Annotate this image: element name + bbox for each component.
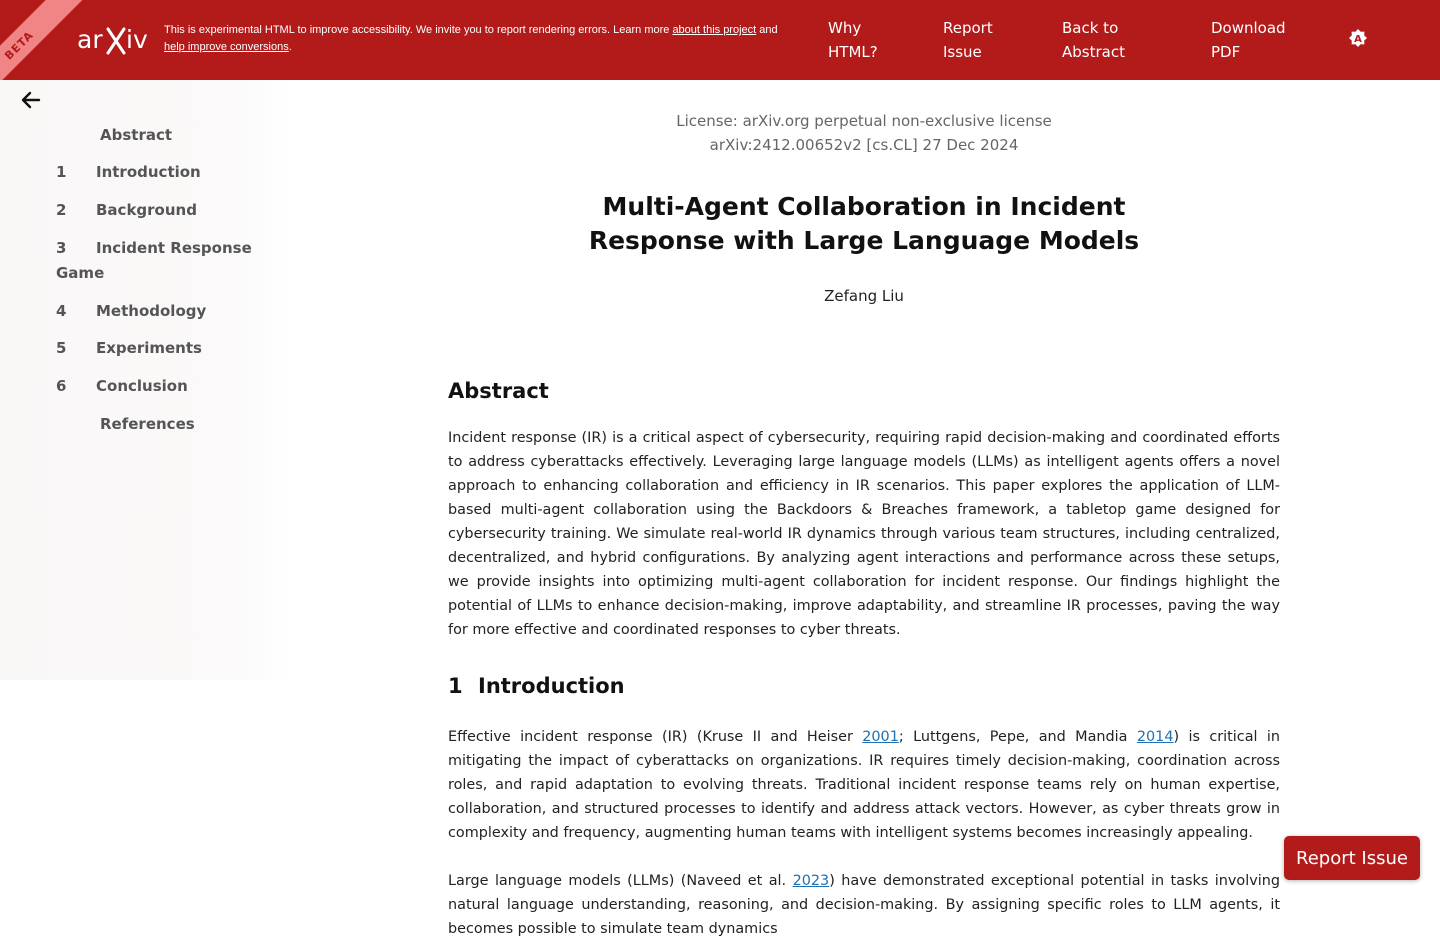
toc-number: 4	[56, 302, 67, 320]
toc-item-incident-response-game[interactable]	[56, 236, 266, 286]
text-segment: ) is critical in mitigating the impact of cyberattacks on organizations. IR requires timely decision-making, coordination across roles, and rapid adaptation to evolving threats. Traditional incident response teams rely on human expertise, collaboration, and structured processes to identify and address attack vectors. However, as cyber threats grow in complexity and frequency, augmenting human teams with intelligent systems becomes increasingly appealing.	[448, 729, 1280, 841]
title-line-1: Multi-Agent Collaboration in Incident	[602, 192, 1126, 221]
beta-label: BETA	[1, 28, 36, 63]
toc-number: 3	[56, 239, 67, 257]
citation-link[interactable]: 2014	[1136, 729, 1174, 745]
abstract-heading: Abstract	[448, 379, 549, 403]
title-line-2: Response with Large Language Models	[588, 226, 1140, 255]
toc-item-references[interactable]	[56, 412, 266, 437]
license-line: License: arXiv.org perpetual non-exclusive license	[676, 112, 1052, 130]
theme-toggle-icon[interactable]	[1348, 28, 1368, 48]
toc-item-experiments[interactable]	[56, 336, 266, 361]
download-pdf-link[interactable]: Download PDF	[1211, 19, 1286, 61]
toc-number: 1	[56, 163, 67, 181]
citation-link[interactable]: 2023	[792, 873, 830, 889]
toc-label: References	[100, 415, 195, 433]
toc-label: Background	[96, 201, 197, 219]
about-project-link[interactable]: about this project	[672, 24, 757, 36]
toc-number: 6	[56, 377, 67, 395]
toc-label: Introduction	[96, 163, 201, 181]
toc-item-abstract[interactable]	[56, 123, 266, 148]
text-segment: ) have demonstrated exceptional potential in tasks involving natural language understanding, reasoning, and decision-making. By assigning specific roles to LLM agents, it becomes possible to simulate team dynamics	[448, 873, 1280, 937]
svg-text:iv: iv	[126, 25, 148, 54]
arxiv-id: arXiv:2412.00652v2 [cs.CL] 27 Dec 2024	[709, 136, 1019, 154]
toc-item-background[interactable]	[56, 198, 266, 223]
toc-number: 5	[56, 339, 67, 357]
toc-item-conclusion[interactable]	[56, 374, 266, 399]
text-segment: Large language models (LLMs) (Naveed et al.	[448, 873, 793, 889]
arrow-left-icon[interactable]	[20, 90, 42, 110]
section-number: 1	[448, 674, 463, 698]
page-title	[448, 190, 1280, 258]
text-segment: Effective incident response (IR) (Kruse II and Heiser	[448, 729, 863, 745]
text-segment: ; Luttgens, Pepe, and Mandia	[898, 729, 1137, 745]
toc-label: Methodology	[96, 302, 207, 320]
author: Zefang Liu	[824, 287, 904, 305]
section-title: Introduction	[478, 674, 625, 698]
notice-prefix: This is experimental HTML to improve accessibility. We invite you to report rendering errors. Learn more	[164, 24, 673, 36]
svg-text:ar: ar	[77, 25, 103, 54]
report-issue-button[interactable]: Report Issue	[1284, 836, 1420, 880]
abstract-text: Incident response (IR) is a critical aspect of cybersecurity, requiring rapid decision-making and coordinated efforts to address cyberattacks effectively. Leveraging large language models (LLMs) as intelligent agents offers a novel approach to enhancing collaboration and efficiency in IR scenarios. This paper explores the application of LLM-based multi-agent collaboration using the Backdoors & Breaches framework, a tabletop game designed for cybersecurity training. We simulate real-world IR dynamics through various team structures, including centralized, decentralized, and hybrid configurations. By analyzing agent interactions and performance across these setups, we provide insights into optimizing multi-agent collaboration for incident response. Our findings highlight the potential of LLMs to enhance decision-making, improve adaptability, and streamline IR processes, paving the way for more effective and coordinated responses to cyber threats.	[448, 430, 1280, 638]
toc-item-methodology[interactable]	[56, 299, 266, 324]
notice-suffix: .	[288, 41, 292, 53]
report-issue-link[interactable]: Report Issue	[943, 19, 993, 61]
introduction-heading	[448, 674, 625, 698]
intro-paragraph-1	[448, 725, 1280, 845]
toc-label: Abstract	[100, 126, 173, 144]
table-of-contents	[0, 80, 288, 680]
toc-label: Incident Response Game	[56, 239, 252, 282]
help-conversions-link[interactable]: help improve conversions	[164, 41, 289, 53]
toc-label: Conclusion	[96, 377, 188, 395]
experimental-notice	[164, 22, 809, 56]
svg-text:A: A	[1354, 34, 1362, 45]
back-to-abstract-link[interactable]: Back to Abstract	[1062, 19, 1125, 61]
site-header	[0, 0, 1440, 80]
why-html-link[interactable]: Why HTML?	[828, 19, 878, 61]
notice-mid: and	[756, 24, 778, 36]
arxiv-logo[interactable]	[77, 22, 153, 58]
toc-item-introduction[interactable]	[56, 160, 266, 185]
toc-label: Experiments	[96, 339, 202, 357]
intro-paragraph-2	[448, 869, 1280, 941]
toc-number: 2	[56, 201, 67, 219]
citation-link[interactable]: 2001	[862, 729, 899, 745]
